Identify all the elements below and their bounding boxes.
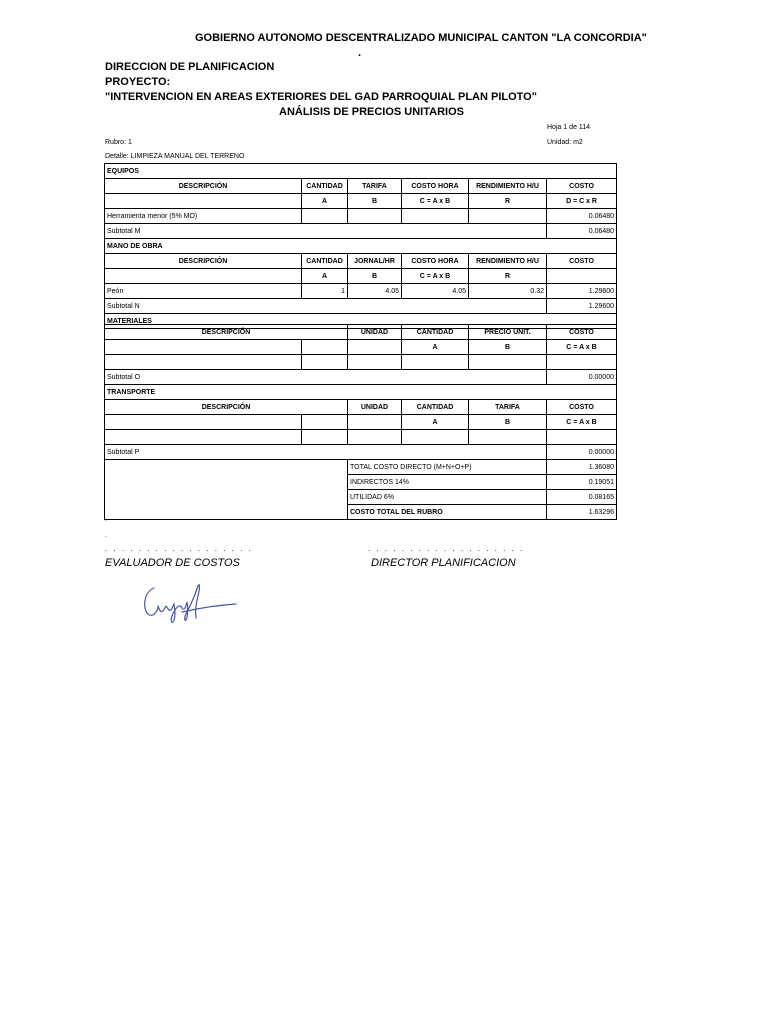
- footer-dot: .: [105, 532, 107, 539]
- total-value: 1.36080: [547, 460, 617, 475]
- row-performance: 0.32: [469, 284, 547, 299]
- col-header: COSTO: [547, 254, 617, 269]
- table-row: [105, 209, 617, 224]
- formula-cell: A: [402, 340, 469, 355]
- col-header: DESCRIPCIÓN: [105, 325, 348, 340]
- header-dot: .: [358, 47, 362, 59]
- formula-cell: B: [469, 340, 547, 355]
- col-header: CANTIDAD: [402, 325, 469, 340]
- project-label: PROYECTO:: [105, 76, 171, 88]
- department-title: DIRECCION DE PLANIFICACION: [105, 61, 275, 73]
- formula-cell: A: [302, 194, 348, 209]
- subtotal-value: 1.29600: [547, 299, 617, 314]
- col-header: DESCRIPCIÓN: [105, 400, 348, 415]
- col-header: CANTIDAD: [302, 179, 348, 194]
- col-header: UNIDAD: [348, 325, 402, 340]
- formula-cell: [105, 269, 302, 284]
- subtotal-label: Subtotal O: [105, 370, 547, 385]
- col-header: COSTO HORA: [402, 254, 469, 269]
- organization-title: GOBIERNO AUTONOMO DESCENTRALIZADO MUNICIPAL CANTON "LA CONCORDIA": [195, 32, 647, 44]
- director-label: DIRECTOR PLANIFICACION: [371, 557, 516, 569]
- col-header: COSTO: [547, 325, 617, 340]
- col-header: RENDIMIENTO H/U: [469, 254, 547, 269]
- formula-cell: A: [302, 269, 348, 284]
- signature-line-left: . . . . . . . . . . . . . . . . . .: [105, 544, 253, 553]
- equipos-table: [104, 163, 617, 329]
- col-header: PRECIO UNIT.: [469, 325, 547, 340]
- document-subtitle: ANÁLISIS DE PRECIOS UNITARIOS: [279, 106, 464, 118]
- row-cost: 1.29600: [547, 284, 617, 299]
- total-label: UTILIDAD 6%: [348, 490, 547, 505]
- materiales-table: [104, 324, 617, 520]
- subtotal-value: 0.06480: [547, 224, 617, 239]
- col-header: COSTO HORA: [402, 179, 469, 194]
- subtotal-label: Subtotal M: [105, 224, 547, 239]
- formula-cell: A: [402, 415, 469, 430]
- detail-description: Detalle: LIMPIEZA MANUAL DEL TERRENO: [105, 153, 245, 160]
- col-header: CANTIDAD: [402, 400, 469, 415]
- total-value: 0.08165: [547, 490, 617, 505]
- formula-cell: [105, 194, 302, 209]
- formula-cell: D = C x R: [547, 194, 617, 209]
- total-value: 0.19051: [547, 475, 617, 490]
- row-description: Peón: [105, 284, 302, 299]
- signature-image: [140, 578, 240, 628]
- formula-cell: C = A x B: [547, 340, 617, 355]
- formula-cell: C = A x B: [402, 194, 469, 209]
- subtotal-label: Subtotal N: [105, 299, 547, 314]
- formula-cell: B: [469, 415, 547, 430]
- evaluator-label: EVALUADOR DE COSTOS: [105, 557, 240, 569]
- formula-cell: B: [348, 194, 402, 209]
- formula-cell: B: [348, 269, 402, 284]
- col-header: DESCRIPCIÓN: [105, 254, 302, 269]
- formula-cell: C = A x B: [547, 415, 617, 430]
- col-header: UNIDAD: [348, 400, 402, 415]
- materiales-title: MATERIALES: [105, 314, 617, 329]
- mano-obra-title: MANO DE OBRA: [105, 239, 617, 254]
- col-header: TARIFA: [348, 179, 402, 194]
- sheet-number: Hoja 1 de 114: [547, 124, 591, 131]
- unit-label: Unidad: m2: [547, 139, 583, 146]
- formula-cell: R: [469, 194, 547, 209]
- subtotal-value: 0.00000: [547, 445, 617, 460]
- footer-dot: .: [105, 516, 107, 523]
- grand-total-value: 1.63296: [547, 505, 617, 520]
- row-description: Herramienta menor (5% MO): [105, 209, 302, 224]
- total-label: INDIRECTOS 14%: [348, 475, 547, 490]
- col-header: JORNAL/HR: [348, 254, 402, 269]
- project-name: "INTERVENCION EN AREAS EXTERIORES DEL GAD PARROQUIAL PLAN PILOTO": [105, 91, 537, 103]
- rubro-number: Rubro: 1: [105, 139, 132, 146]
- equipos-title: EQUIPOS: [105, 164, 617, 179]
- formula-cell: R: [469, 269, 547, 284]
- row-cost: 0.06480: [547, 209, 617, 224]
- total-label: TOTAL COSTO DIRECTO (M+N+O+P): [348, 460, 547, 475]
- formula-cell: [547, 269, 617, 284]
- subtotal-label: Subtotal P: [105, 445, 547, 460]
- col-header: COSTO: [547, 179, 617, 194]
- row-jornal: 4.05: [348, 284, 402, 299]
- col-header: CANTIDAD: [302, 254, 348, 269]
- col-header: RENDIMIENTO H/U: [469, 179, 547, 194]
- signature-line-right: . . . . . . . . . . . . . . . . . . .: [368, 544, 525, 553]
- subtotal-value: 0.00000: [547, 370, 617, 385]
- transporte-title: TRANSPORTE: [105, 385, 617, 400]
- formula-cell: C = A x B: [402, 269, 469, 284]
- col-header: TARIFA: [469, 400, 547, 415]
- col-header: DESCRIPCIÓN: [105, 179, 302, 194]
- col-header: COSTO: [547, 400, 617, 415]
- table-row: [105, 284, 617, 299]
- row-quantity: 1: [302, 284, 348, 299]
- row-hour-cost: 4.05: [402, 284, 469, 299]
- grand-total-label: COSTO TOTAL DEL RUBRO: [348, 505, 547, 520]
